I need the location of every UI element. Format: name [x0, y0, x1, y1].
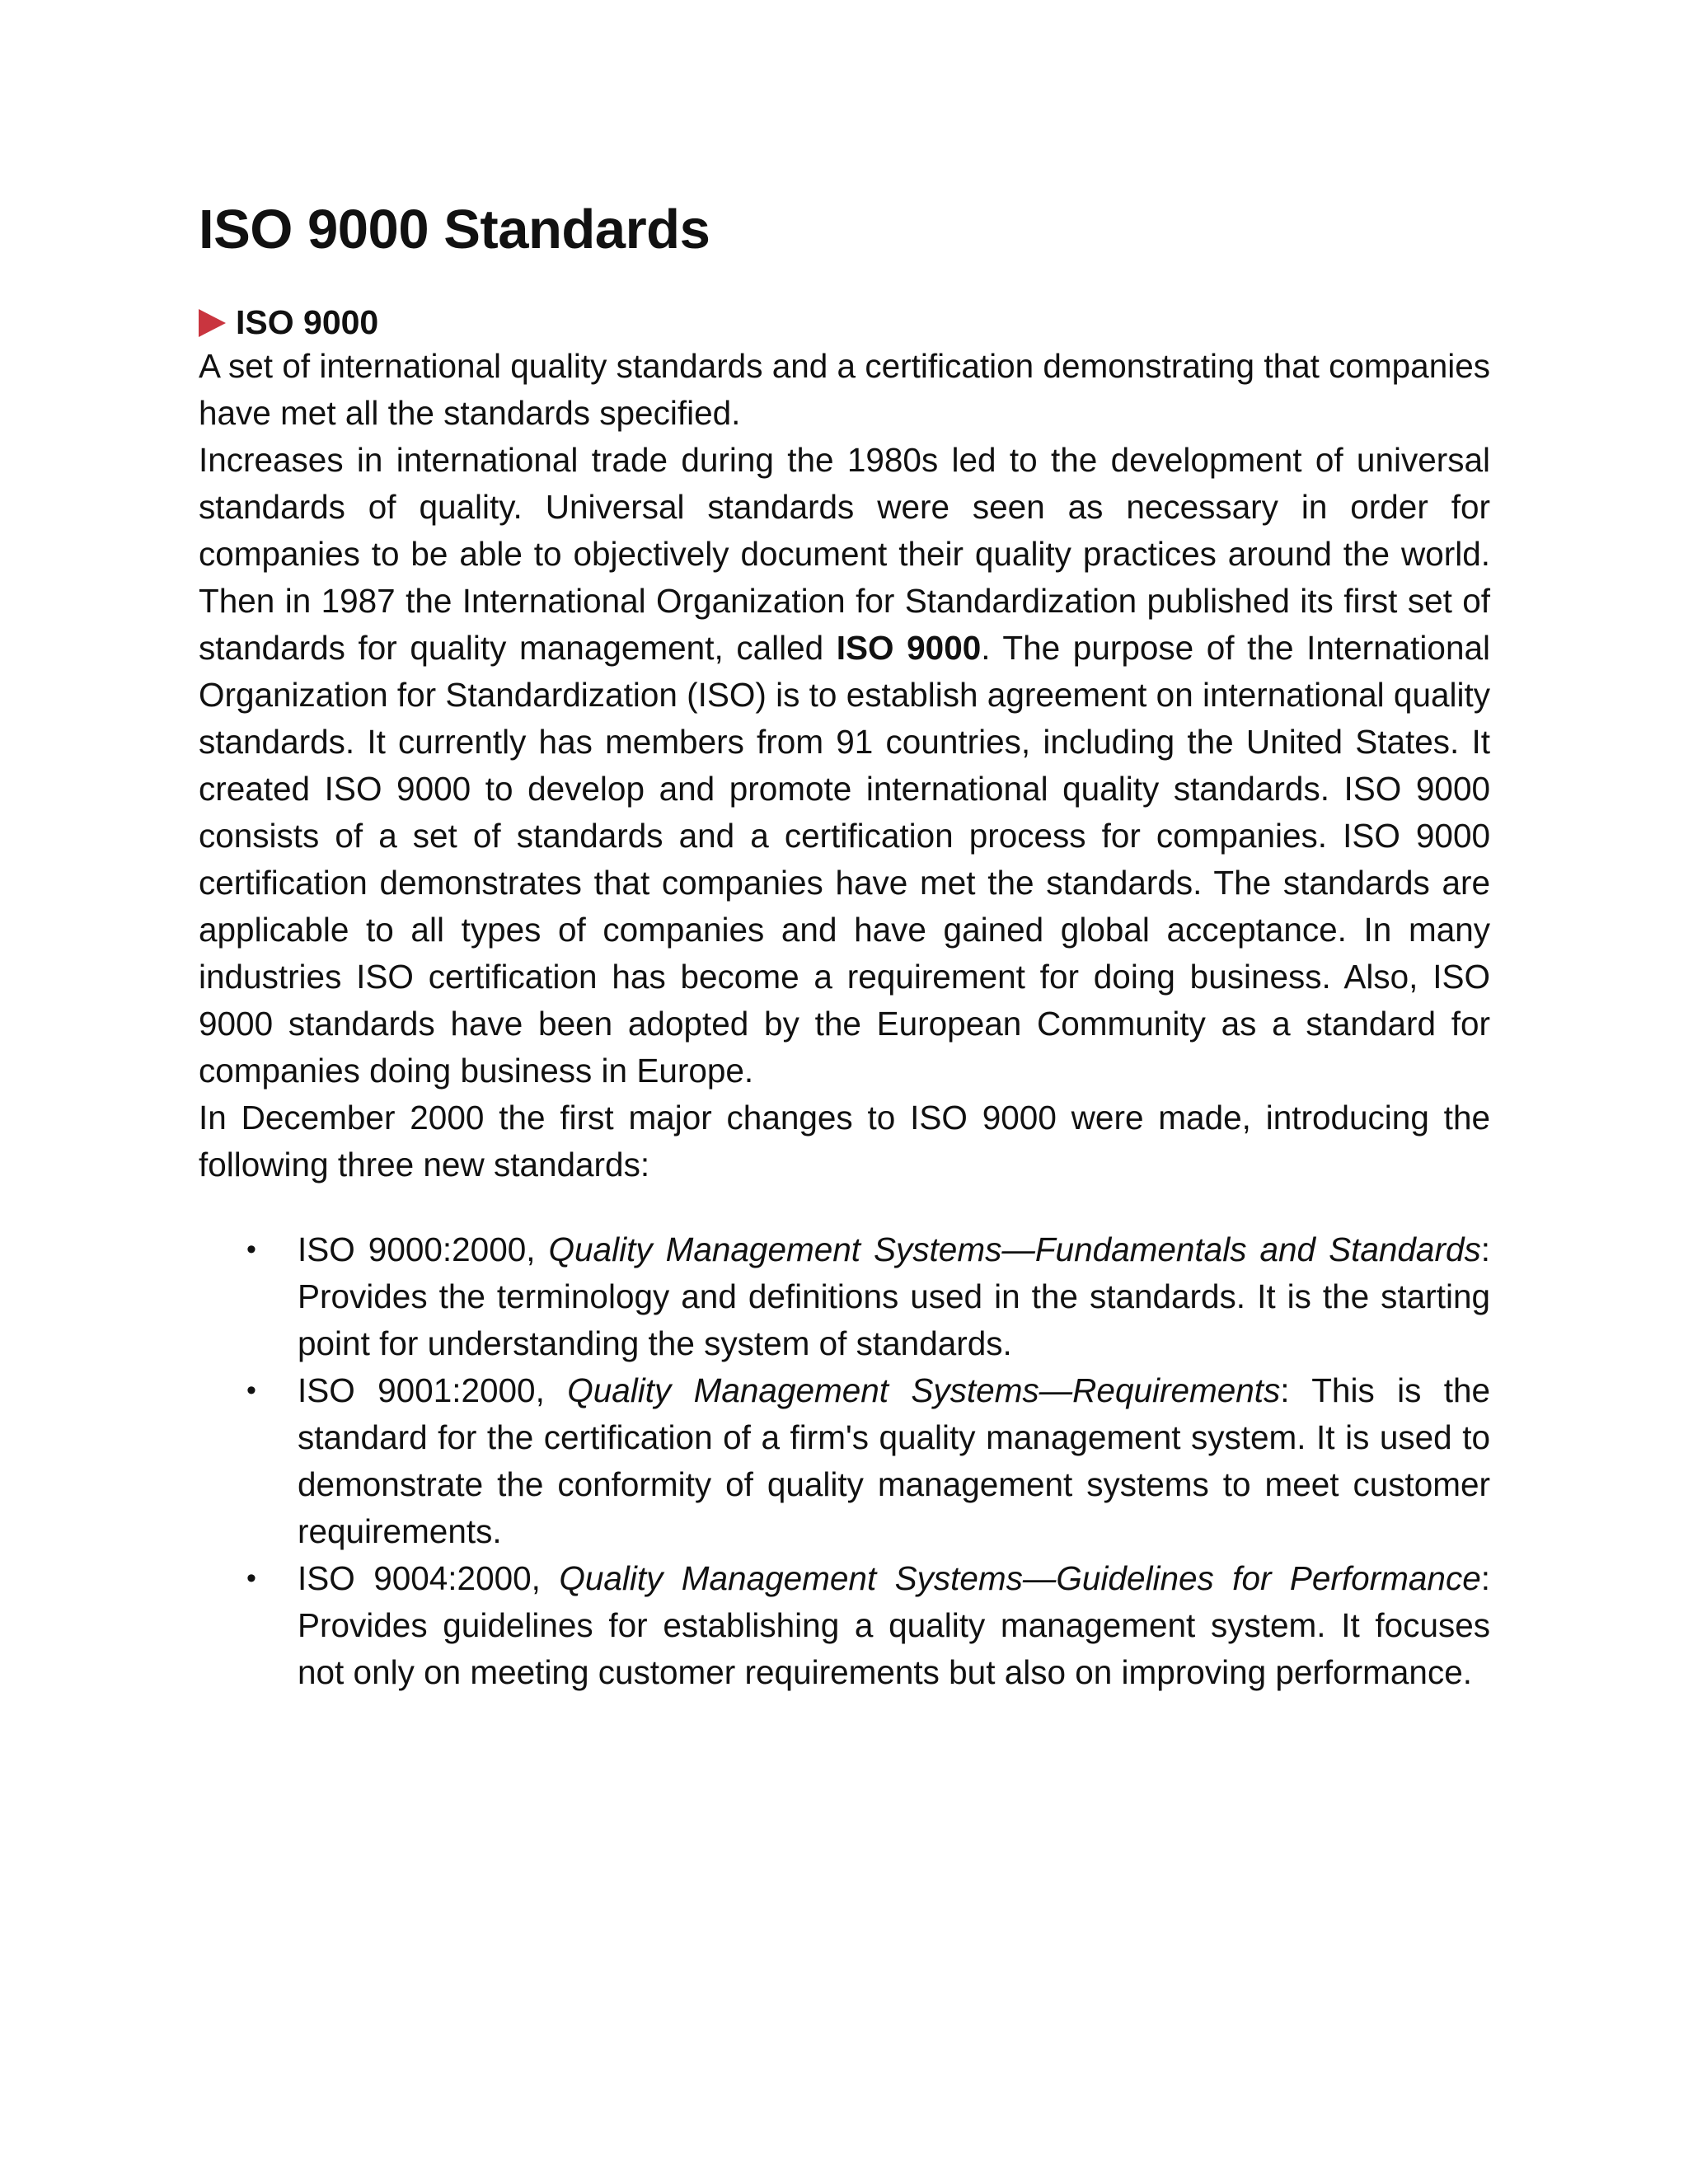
bullet-icon: •: [246, 1563, 256, 1595]
standard-code: ISO 9001:2000,: [298, 1371, 568, 1410]
standard-code: ISO 9000:2000,: [298, 1230, 549, 1269]
history-text-before: Increases in international trade during the 1980s led to the development of universal standards of quality. Universal standards were seen as necessary in order for companies to be able to objectively document their quality practices around the world. Then in 1987 the International Organization for Standardization published its first set of standards for quality management, called: [199, 441, 1490, 668]
bullet-icon: •: [246, 1375, 256, 1407]
section-heading: [199, 302, 1490, 343]
standards-list: [199, 1226, 1490, 1696]
standard-name: Quality Management Systems—Fundamentals and Standards: [548, 1230, 1481, 1269]
history-text-after: . The purpose of the International Organization for Standardization (ISO) is to establish agreement on international quality standards. It currently has members from 91 countries, including the United States. It created ISO 9000 to develop and promote international quality standards. ISO 9000 consists of a set of standards and a certification process for companies. ISO 9000 certification demonstrates that companies have met the standards. The standards are applicable to all types of companies and have gained global acceptance. In many industries ISO certification has become a requirement for doing business. Also, ISO 9000 standards have been adopted by the European Community as a standard for companies doing business in Europe.: [199, 629, 1490, 1090]
list-item: [246, 1367, 1490, 1555]
bullet-icon: •: [246, 1234, 256, 1266]
definition-paragraph: A set of international quality standards and a certification demonstrating that companies have met all the standards specified.: [199, 347, 1490, 433]
standard-code: ISO 9004:2000,: [298, 1559, 560, 1598]
page-title: ISO 9000 Standards: [199, 199, 710, 260]
list-item: [246, 1226, 1490, 1367]
standard-description: : Provides the terminology and definitions used in the standards. It is the starting point for understanding the system of standards.: [298, 1230, 1490, 1363]
document-content: [199, 198, 1490, 1696]
list-item: [246, 1555, 1490, 1696]
changes-paragraph: In December 2000 the first major changes to ISO 9000 were made, introducing the following three new standards:: [199, 1099, 1490, 1184]
standard-description: : This is the standard for the certification of a firm's quality management system. It is used to demonstrate the conformity of quality management systems to meet customer requirements.: [298, 1371, 1490, 1551]
standard-name: Quality Management Systems—Requirements: [567, 1371, 1281, 1410]
history-paragraph: [199, 437, 1490, 1094]
standard-name: Quality Management Systems—Guidelines for Performance: [559, 1559, 1481, 1598]
history-bold-term: ISO 9000: [836, 629, 982, 668]
section-heading-label: ISO 9000: [236, 303, 379, 342]
play-arrow-icon: [199, 309, 226, 337]
standard-description: : Provides guidelines for establishing a quality management system. It focuses not only on meeting customer requirements but also on improving performance.: [298, 1559, 1490, 1692]
